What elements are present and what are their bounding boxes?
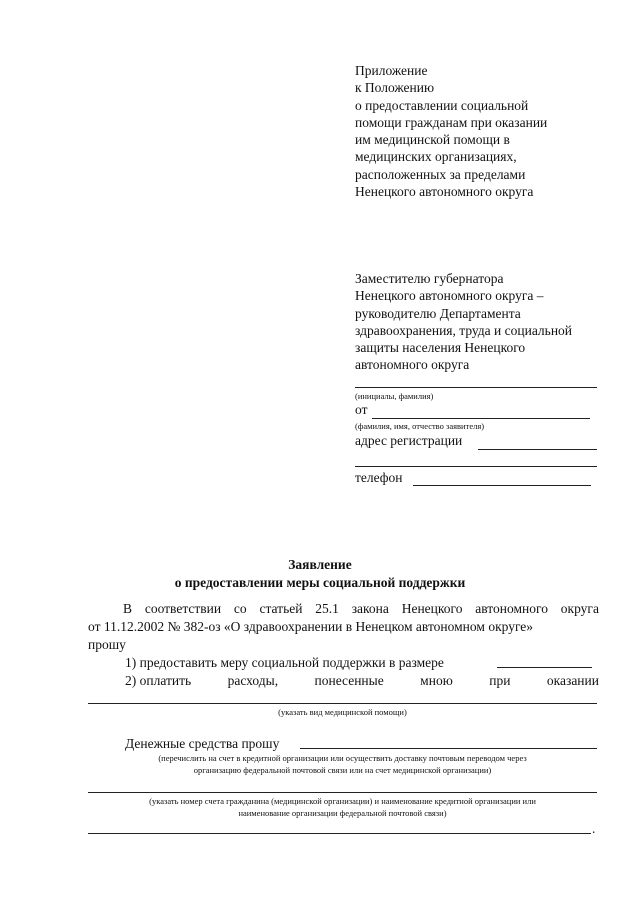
appendix-line: расположенных за пределами <box>355 166 526 182</box>
intro-line-2: от 11.12.2002 № 382-оз «О здравоохранении в Ненецком автономном округе» <box>88 619 534 634</box>
money-fill-line[interactable] <box>300 748 597 749</box>
appendix-line: медицинских организациях, <box>355 149 517 165</box>
item-2-word: мною <box>420 673 453 688</box>
item-2-word: понесенные <box>314 673 384 688</box>
intro-word: В <box>123 601 133 616</box>
item-2-line <box>125 672 599 690</box>
from-label: от <box>355 402 368 417</box>
intro-row-1 <box>123 600 599 618</box>
address-fill-line-2[interactable] <box>355 466 597 467</box>
addressee-block <box>355 270 615 374</box>
from-fill-line[interactable] <box>372 418 590 419</box>
intro-word: 25.1 <box>315 601 339 616</box>
appendix-line: к Положению <box>355 80 435 96</box>
item-2-word: при <box>489 673 511 688</box>
fio-note: (фамилия, имя, отчество заявителя) <box>355 421 485 431</box>
medical-aid-fill-line[interactable] <box>88 703 597 704</box>
initials-note: (инициалы, фамилия) <box>355 391 434 401</box>
item-2-word: 2) оплатить <box>125 673 192 688</box>
medical-aid-note: (указать вид медицинской помощи) <box>278 707 407 717</box>
appendix-line: им медицинской помощи в <box>355 132 510 148</box>
intro-word: автономного <box>475 601 548 616</box>
appendix-line: Ненецкого автономного округа <box>355 184 534 200</box>
money-note-1: (перечислить на счет в кредитной организации или осуществить доставку почтовым переводом через <box>158 753 527 763</box>
intro-word: закона <box>351 601 389 616</box>
item-2-word: расходы, <box>227 673 279 688</box>
title-line-2: о предоставлении меры социальной поддержки <box>174 574 466 590</box>
address-fill-line[interactable] <box>478 449 597 450</box>
intro-word: статьей <box>259 601 303 616</box>
account-fill-line[interactable] <box>88 792 597 793</box>
addressee-line: автономного округа <box>355 357 470 373</box>
appendix-line: Приложение <box>355 63 428 78</box>
appendix-line: о предоставлении социальной <box>355 97 529 113</box>
intro-word: соответствии <box>144 601 222 616</box>
item-1-text: 1) предоставить меру социальной поддержки в размере <box>125 655 444 670</box>
intro-line-1 <box>123 600 599 618</box>
item-2-word: оказании <box>546 673 599 688</box>
addressee-line: Ненецкого автономного округа – <box>355 288 544 304</box>
addressee-line: руководителю Департамента <box>355 305 521 321</box>
account-note-1: (указать номер счета гражданина (медицинской организации) и наименование кредитной организации или <box>149 796 536 806</box>
phone-label: телефон <box>355 470 403 485</box>
address-label: адрес регистрации <box>355 433 463 448</box>
money-label: Денежные средства прошу <box>125 736 280 751</box>
appendix-line: помощи гражданам при оказании <box>355 114 548 130</box>
intro-word: со <box>233 601 247 616</box>
appendix-block <box>355 62 615 200</box>
intro-line-3: прошу <box>88 637 126 652</box>
initials-fill-line[interactable] <box>355 387 597 388</box>
intro-word: округа <box>560 601 599 616</box>
item-2-row <box>125 672 599 690</box>
account-note-2: наименование организации федеральной почтовой связи) <box>238 808 447 818</box>
addressee-line: защиты населения Ненецкого <box>355 340 526 356</box>
title-line-1: Заявление <box>288 557 352 572</box>
amount-fill-line[interactable] <box>497 667 592 668</box>
final-fill-line[interactable] <box>88 833 591 834</box>
final-period: . <box>592 821 596 836</box>
money-note-2: организацию федеральной почтовой связи или на счет медицинской организации) <box>193 765 492 775</box>
phone-fill-line[interactable] <box>413 485 591 486</box>
intro-word: Ненецкого <box>401 601 463 616</box>
document-title <box>0 556 640 591</box>
addressee-line: Заместителю губернатора <box>355 271 504 286</box>
addressee-line: здравоохранения, труда и социальной <box>355 322 573 338</box>
